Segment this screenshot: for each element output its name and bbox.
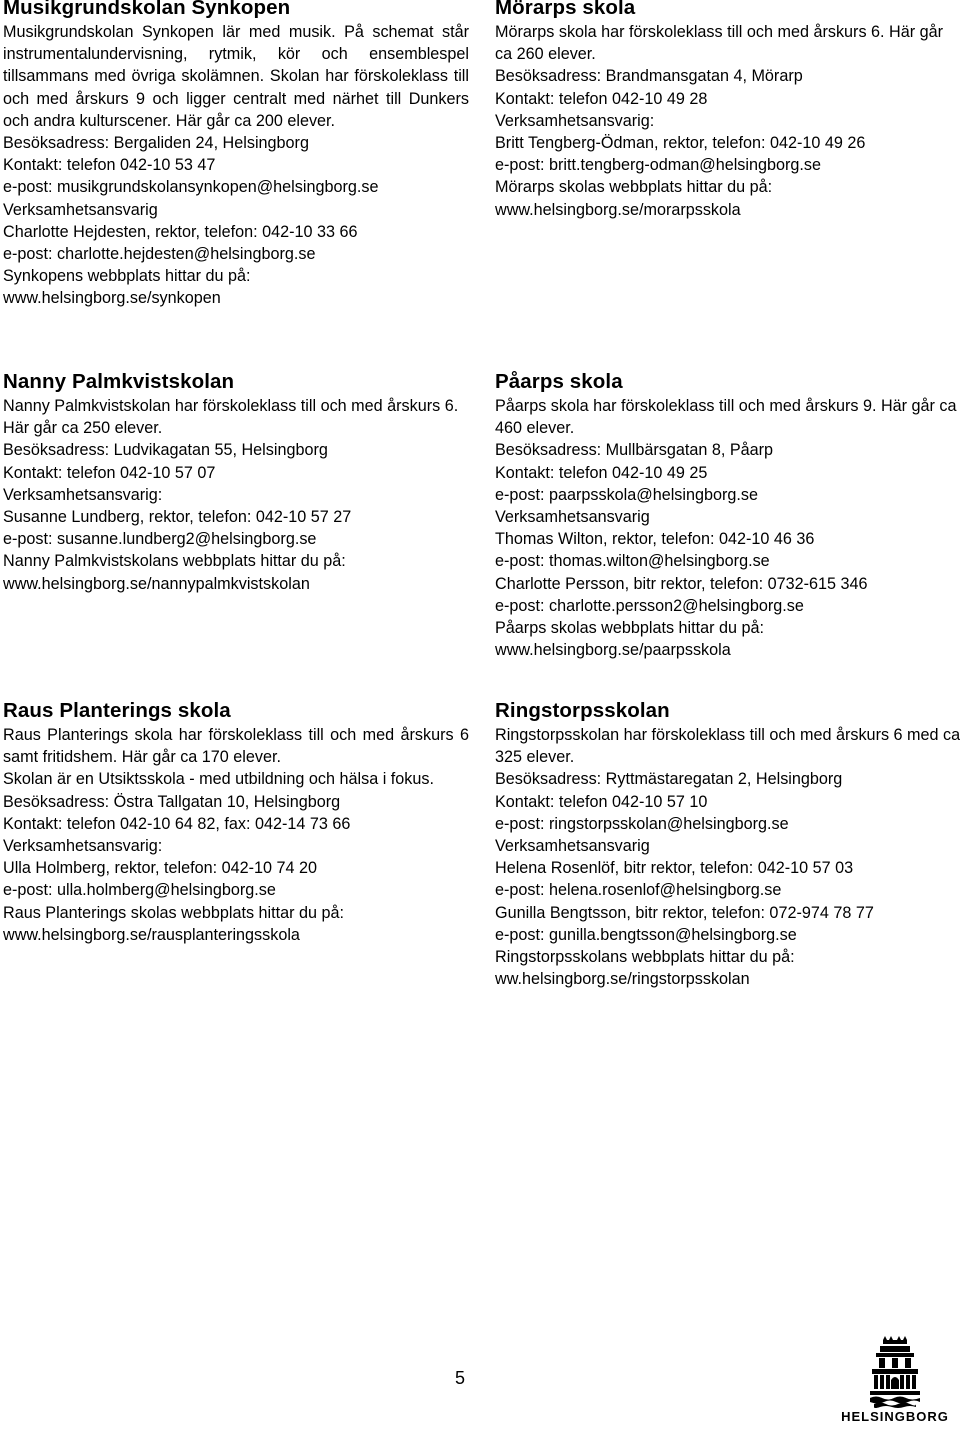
school-section-nanny-palmkvist — [3, 371, 469, 595]
contact-phone: Kontakt: telefon 042-10 49 25 — [495, 463, 708, 482]
principal-email: e-post: britt.tengberg-odman@helsingborg.se — [495, 156, 821, 175]
principal-contact: Susanne Lundberg, rektor, telefon: 042-10 57 27 — [3, 508, 352, 527]
contact-email: e-post: paarpsskola@helsingborg.se — [495, 485, 758, 504]
website-url: www.helsingborg.se/nannypalmkvistskolan — [3, 574, 310, 593]
deputy-principal-email: e-post: gunilla.bengtsson@helsingborg.se — [495, 925, 797, 944]
visiting-address: Besöksadress: Ludvikagatan 55, Helsingborg — [3, 441, 328, 460]
website-url: ww.helsingborg.se/ringstorpsskolan — [495, 970, 750, 989]
visiting-address: Besöksadress: Ryttmästaregatan 2, Helsingborg — [495, 770, 843, 789]
responsible-label: Verksamhetsansvarig — [495, 508, 650, 527]
deputy-principal-contact: Charlotte Persson, bitr rektor, telefon: 0732-615 346 — [495, 574, 868, 593]
website-label: Påarps skolas webbplats hittar du på: — [495, 619, 765, 638]
school-heading: Raus Planterings skola — [3, 699, 231, 722]
city-crest-icon — [836, 1336, 954, 1410]
school-section-ringstorp — [495, 700, 960, 990]
deputy-principal-email: e-post: helena.rosenlof@helsingborg.se — [495, 881, 782, 900]
school-section-raus-planterings — [3, 700, 469, 946]
school-heading: Nanny Palmkvistskolan — [3, 370, 235, 393]
school-description: Mörarps skola har förskoleklass till och med årskurs 6. Här går ca 260 elever. — [495, 23, 944, 64]
school-description: Påarps skola har förskoleklass till och med årskurs 9. Här går ca 460 elever. — [495, 397, 957, 438]
page-number: 5 — [455, 1368, 466, 1388]
principal-email: e-post: charlotte.hejdesten@helsingborg.se — [3, 245, 316, 264]
helsingborg-logo — [836, 1336, 954, 1428]
deputy-principal-contact: Gunilla Bengtsson, bitr rektor, telefon: 072-974 78 77 — [495, 903, 874, 922]
responsible-label: Verksamhetsansvarig: — [3, 485, 163, 504]
website-url: www.helsingborg.se/synkopen — [3, 289, 221, 308]
principal-email: e-post: ulla.holmberg@helsingborg.se — [3, 881, 276, 900]
contact-phone: Kontakt: telefon 042-10 57 10 — [495, 792, 708, 811]
contact-phone: Kontakt: telefon 042-10 57 07 — [3, 463, 216, 482]
principal-contact: Charlotte Hejdesten, rektor, telefon: 042-10 33 66 — [3, 222, 358, 241]
principal-contact: Ulla Holmberg, rektor, telefon: 042-10 74 20 — [3, 859, 318, 878]
website-url: www.helsingborg.se/morarpsskola — [495, 200, 741, 219]
website-label: Nanny Palmkvistskolans webbplats hittar du på: — [3, 552, 346, 571]
school-heading: Påarps skola — [495, 370, 623, 393]
school-description: Nanny Palmkvistskolan har förskoleklass till och med årskurs 6. Här går ca 250 elever. — [3, 397, 459, 438]
school-heading: Ringstorpsskolan — [495, 699, 670, 722]
contact-phone: Kontakt: telefon 042-10 64 82, fax: 042-14 73 66 — [3, 814, 351, 833]
principal-contact: Britt Tengberg-Ödman, rektor, telefon: 042-10 49 26 — [495, 134, 866, 153]
school-description: Ringstorpsskolan har förskoleklass till och med årskurs 6 med ca 325 elever. — [495, 726, 960, 767]
visiting-address: Besöksadress: Bergaliden 24, Helsingborg — [3, 134, 309, 153]
deputy-principal-contact: Helena Rosenlöf, bitr rektor, telefon: 042-10 57 03 — [495, 859, 854, 878]
contact-email: e-post: ringstorpsskolan@helsingborg.se — [495, 814, 789, 833]
contact-phone: Kontakt: telefon 042-10 49 28 — [495, 89, 708, 108]
contact-phone: Kontakt: telefon 042-10 53 47 — [3, 156, 216, 175]
website-label: Ringstorpsskolans webbplats hittar du på: — [495, 948, 795, 967]
responsible-label: Verksamhetsansvarig — [3, 200, 158, 219]
school-section-synkopen — [3, 0, 469, 310]
principal-contact: Thomas Wilton, rektor, telefon: 042-10 46 36 — [495, 530, 815, 549]
website-url: www.helsingborg.se/rausplanteringsskola — [3, 925, 300, 944]
website-label: Synkopens webbplats hittar du på: — [3, 267, 251, 286]
website-label: Mörarps skolas webbplats hittar du på: — [495, 178, 773, 197]
visiting-address: Besöksadress: Mullbärsgatan 8, Påarp — [495, 441, 774, 460]
school-section-paarp — [495, 371, 960, 661]
website-label: Raus Planterings skolas webbplats hittar du på: — [3, 903, 345, 922]
school-heading: Mörarps skola — [495, 0, 636, 19]
website-url: www.helsingborg.se/paarpsskola — [495, 641, 731, 660]
responsible-label: Verksamhetsansvarig: — [495, 111, 655, 130]
school-description: Musikgrundskolan Synkopen lär med musik. På schemat står instrumentalundervisning, rytmik, kör och ensemblespel tillsammans med övriga skolämnen. Skolan har förskoleklass till och med årskurs 9 och ligger centralt med närhet till Dunkers och andra kulturscener. Här går ca 200 elever. — [3, 23, 469, 130]
school-profile: Skolan är en Utsiktsskola - med utbildning och hälsa i fokus. — [3, 770, 434, 789]
school-heading: Musikgrundskolan Synkopen — [3, 0, 291, 19]
responsible-label: Verksamhetsansvarig — [495, 837, 650, 856]
logo-wordmark: HELSINGBORG — [841, 1409, 949, 1424]
contact-email: e-post: musikgrundskolansynkopen@helsingborg.se — [3, 178, 379, 197]
visiting-address: Besöksadress: Östra Tallgatan 10, Helsingborg — [3, 792, 341, 811]
school-section-morarp — [495, 0, 960, 221]
principal-email: e-post: thomas.wilton@helsingborg.se — [495, 552, 770, 571]
responsible-label: Verksamhetsansvarig: — [3, 837, 163, 856]
deputy-principal-email: e-post: charlotte.persson2@helsingborg.se — [495, 596, 804, 615]
principal-email: e-post: susanne.lundberg2@helsingborg.se — [3, 530, 317, 549]
school-description: Raus Planterings skola har förskoleklass till och med årskurs 6 samt fritidshem. Här går ca 170 elever. — [3, 726, 469, 767]
visiting-address: Besöksadress: Brandmansgatan 4, Mörarp — [495, 67, 803, 86]
